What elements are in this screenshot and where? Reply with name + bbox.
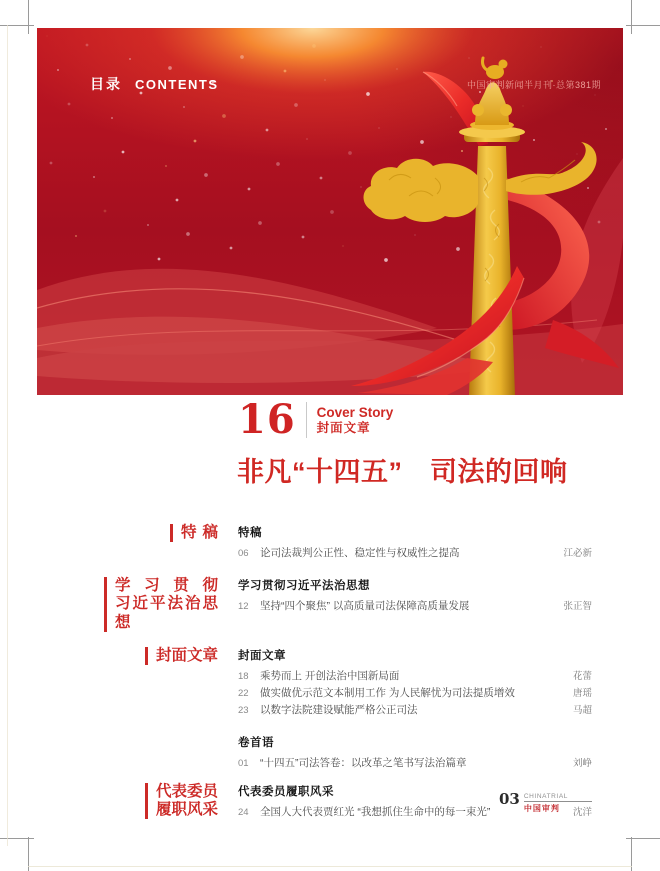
section-label-line: 履职风采	[155, 801, 218, 819]
entry-title: 乘势而上 开创法治中国新局面	[260, 669, 400, 682]
magazine-logo-cn: 中国审判	[523, 804, 560, 814]
magazine-logo	[524, 793, 592, 814]
entry-author: 沈洋	[572, 806, 592, 818]
cover-story-block	[238, 396, 394, 443]
banner	[37, 28, 623, 395]
section-label-line: 特稿	[180, 524, 224, 541]
entry-author: 花蕾	[572, 670, 592, 682]
masthead-issue-info: 中国审判新闻半月刊·总第381期	[466, 80, 601, 90]
cover-story-title: 非凡“十四五” 司法的回响	[237, 457, 568, 487]
entry-title: 做实做优示范文本制用工作 为人民解忧为司法提质增效	[260, 686, 515, 699]
entry-title: “十四五”司法答卷：以改革之笔书写法治篇章	[260, 756, 467, 769]
entry-page-number: 06	[238, 548, 249, 559]
toc-section	[104, 577, 592, 632]
table-of-contents	[104, 524, 592, 832]
section-label	[104, 783, 218, 820]
section-label	[104, 647, 218, 665]
entry-title: 全国人大代表贾红光 “我想抓住生命中的每一束光”	[260, 805, 491, 818]
section-heading: 封面文章	[238, 649, 286, 662]
section-label-line: 学习贯彻	[115, 577, 218, 594]
entry-title: 论司法裁判公正性、稳定性与权威性之提高	[260, 547, 460, 559]
toc-section	[104, 734, 592, 772]
bleed-guide-bottom	[28, 866, 632, 867]
entry-author: 张正智	[563, 601, 592, 612]
cover-story-label-cn: 封面文章	[316, 420, 371, 435]
section-heading: 学习贯彻习近平法治思想	[238, 580, 370, 592]
entry-page-number: 01	[238, 757, 249, 769]
toc-entry[interactable]	[238, 702, 592, 719]
entry-author: 唐瑶	[572, 687, 592, 699]
toc-entry[interactable]	[238, 545, 592, 562]
folio-page-number: 03	[498, 790, 520, 808]
crop-mark-top-left-v	[28, 0, 29, 34]
entry-page-number: 23	[238, 704, 249, 716]
section-label-line: 封面文章	[155, 646, 218, 664]
toc-entry[interactable]	[238, 755, 592, 772]
divider	[306, 402, 307, 438]
section-label-line: 习近平法治思想	[115, 595, 218, 631]
section-label	[104, 577, 218, 632]
entry-author: 刘峥	[572, 757, 592, 769]
toc-entry[interactable]	[238, 598, 592, 615]
section-heading: 代表委员履职风采	[238, 785, 334, 798]
entry-author: 马超	[572, 704, 592, 716]
toc-entry[interactable]	[238, 668, 592, 685]
section-heading: 卷首语	[238, 736, 274, 749]
section-label	[104, 524, 224, 542]
entry-title: 以数字法院建设赋能严格公正司法	[260, 703, 418, 716]
entry-page-number: 12	[238, 601, 249, 612]
section-label-line: 代表委员	[155, 782, 218, 800]
cover-story-label-en: Cover Story	[316, 405, 394, 421]
cover-story-page-number: 16	[238, 396, 296, 443]
section-heading: 特稿	[238, 527, 262, 539]
entry-page-number: 24	[238, 806, 249, 818]
toc-section	[104, 524, 592, 562]
entry-page-number: 18	[238, 670, 249, 682]
entry-title: 坚持“四个聚焦” 以高质量司法保障高质量发展	[260, 600, 470, 612]
entry-author: 江必新	[563, 548, 592, 559]
magazine-logo-en: CHINATRIAL	[524, 793, 592, 802]
crop-mark-top-right-v	[631, 0, 632, 34]
masthead-title-cn: 目录	[90, 76, 122, 92]
masthead-title-en: CONTENTS	[135, 77, 219, 92]
page-footer	[499, 792, 592, 814]
bleed-guide-left	[7, 25, 8, 846]
masthead	[90, 74, 219, 94]
toc-section	[104, 647, 592, 719]
toc-entry[interactable]	[238, 685, 592, 702]
entry-page-number: 22	[238, 687, 249, 699]
